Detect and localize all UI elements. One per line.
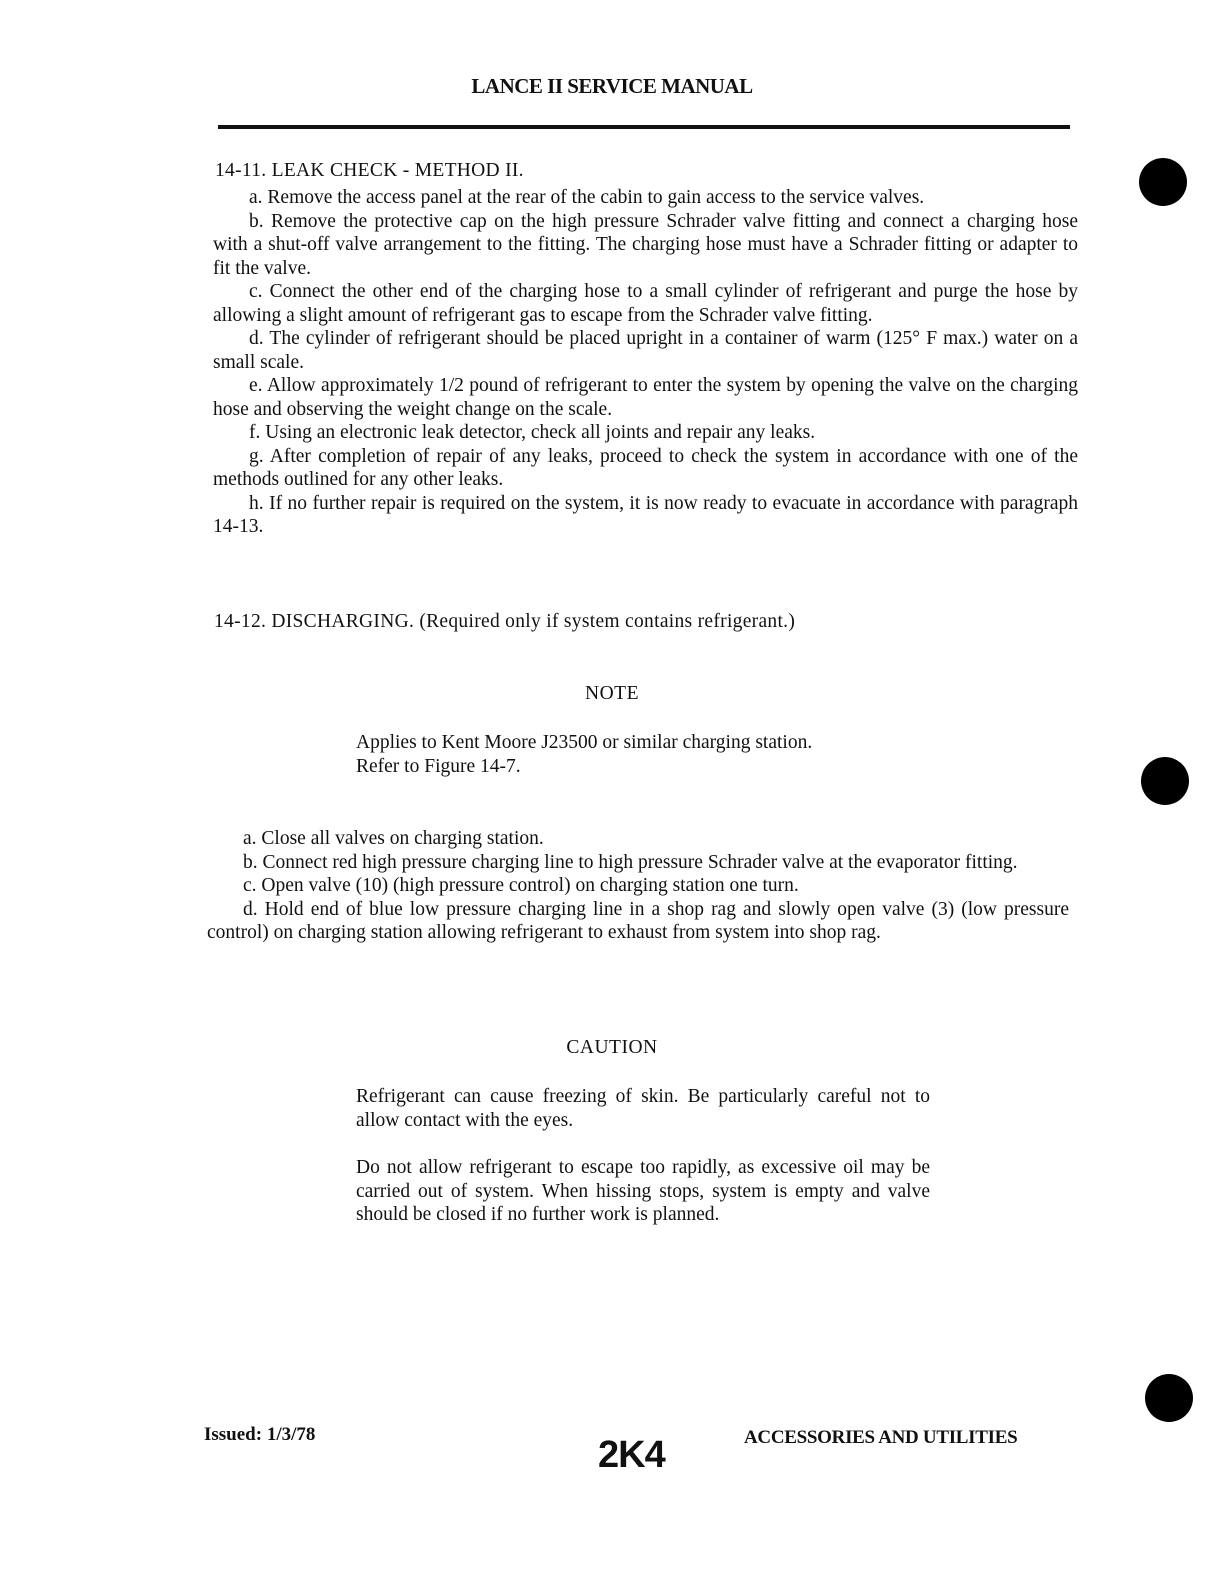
step-paragraph: d. Hold end of blue low pressure charging line in a shop rag and slowly open valve (3) (low pressure control) on charging station allowing refrigerant to exhaust from system into shop rag. <box>207 898 1069 943</box>
step-paragraph: c. Connect the other end of the charging hose to a small cylinder of refrigerant and purge the hose by allowing a slight amount of refrigerant gas to escape from the Schrader valve fitting. <box>213 281 1078 326</box>
note-line: Refer to Figure 14-7. <box>356 755 521 777</box>
note-body <box>356 731 930 778</box>
note-line: Applies to Kent Moore J23500 or similar charging station. <box>356 732 813 753</box>
step-paragraph: a. Close all valves on charging station. <box>243 828 544 849</box>
step-paragraph: a. Remove the access panel at the rear of the cabin to gain access to the service valves. <box>249 187 925 208</box>
section-14-11-heading: 14-11. LEAK CHECK - METHOD II. <box>215 160 524 181</box>
issued-date: Issued: 1/3/78 <box>204 1424 316 1445</box>
binder-hole-bottom <box>1145 1374 1193 1422</box>
binder-hole-middle <box>1141 757 1189 805</box>
page-header-title: LANCE II SERVICE MANUAL <box>471 74 753 98</box>
microfiche-page-code: 2K4 <box>598 1434 665 1476</box>
step-paragraph: e. Allow approximately 1/2 pound of refrigerant to enter the system by opening the valve on the charging hose and observing the weight change on the scale. <box>213 375 1078 420</box>
step-paragraph: b. Connect red high pressure charging line to high pressure Schrader valve at the evaporator fitting. <box>243 851 1018 873</box>
section-14-12-steps <box>207 827 1069 945</box>
step-paragraph: g. After completion of repair of any leaks, proceed to check the system in accordance with one of the methods outlined for any other leaks. <box>213 445 1078 490</box>
step-paragraph: f. Using an electronic leak detector, check all joints and repair any leaks. <box>249 422 816 443</box>
caution-paragraph: Refrigerant can cause freezing of skin. Be particularly careful not to allow contact with the eyes. <box>356 1086 930 1131</box>
step-paragraph: b. Remove the protective cap on the high pressure Schrader valve fitting and connect a charging hose with a shut-off valve arrangement to the fitting. The charging hose must have a Schrader fitting or adapter to fit the valve. <box>213 210 1078 279</box>
header-rule <box>218 125 1070 129</box>
caution-title: CAUTION <box>566 1037 658 1058</box>
footer-section-name: ACCESSORIES AND UTILITIES <box>744 1427 1018 1448</box>
section-14-12-heading: 14-12. DISCHARGING. (Required only if system contains refrigerant.) <box>214 611 796 632</box>
caution-paragraph: Do not allow refrigerant to escape too rapidly, as excessive oil may be carried out of system. When hissing stops, system is empty and valve should be closed if no further work is planned. <box>356 1157 930 1225</box>
step-paragraph: c. Open valve (10) (high pressure control) on charging station one turn. <box>243 875 799 896</box>
binder-hole-top <box>1139 158 1187 206</box>
step-paragraph: d. The cylinder of refrigerant should be placed upright in a container of warm (125° F max.) water on a small scale. <box>213 328 1078 373</box>
note-title: NOTE <box>585 683 639 704</box>
caution-body <box>356 1085 930 1227</box>
section-14-11-steps <box>213 186 1078 539</box>
step-paragraph: h. If no further repair is required on the system, it is now ready to evacuate in accordance with paragraph 14-13. <box>213 492 1078 537</box>
